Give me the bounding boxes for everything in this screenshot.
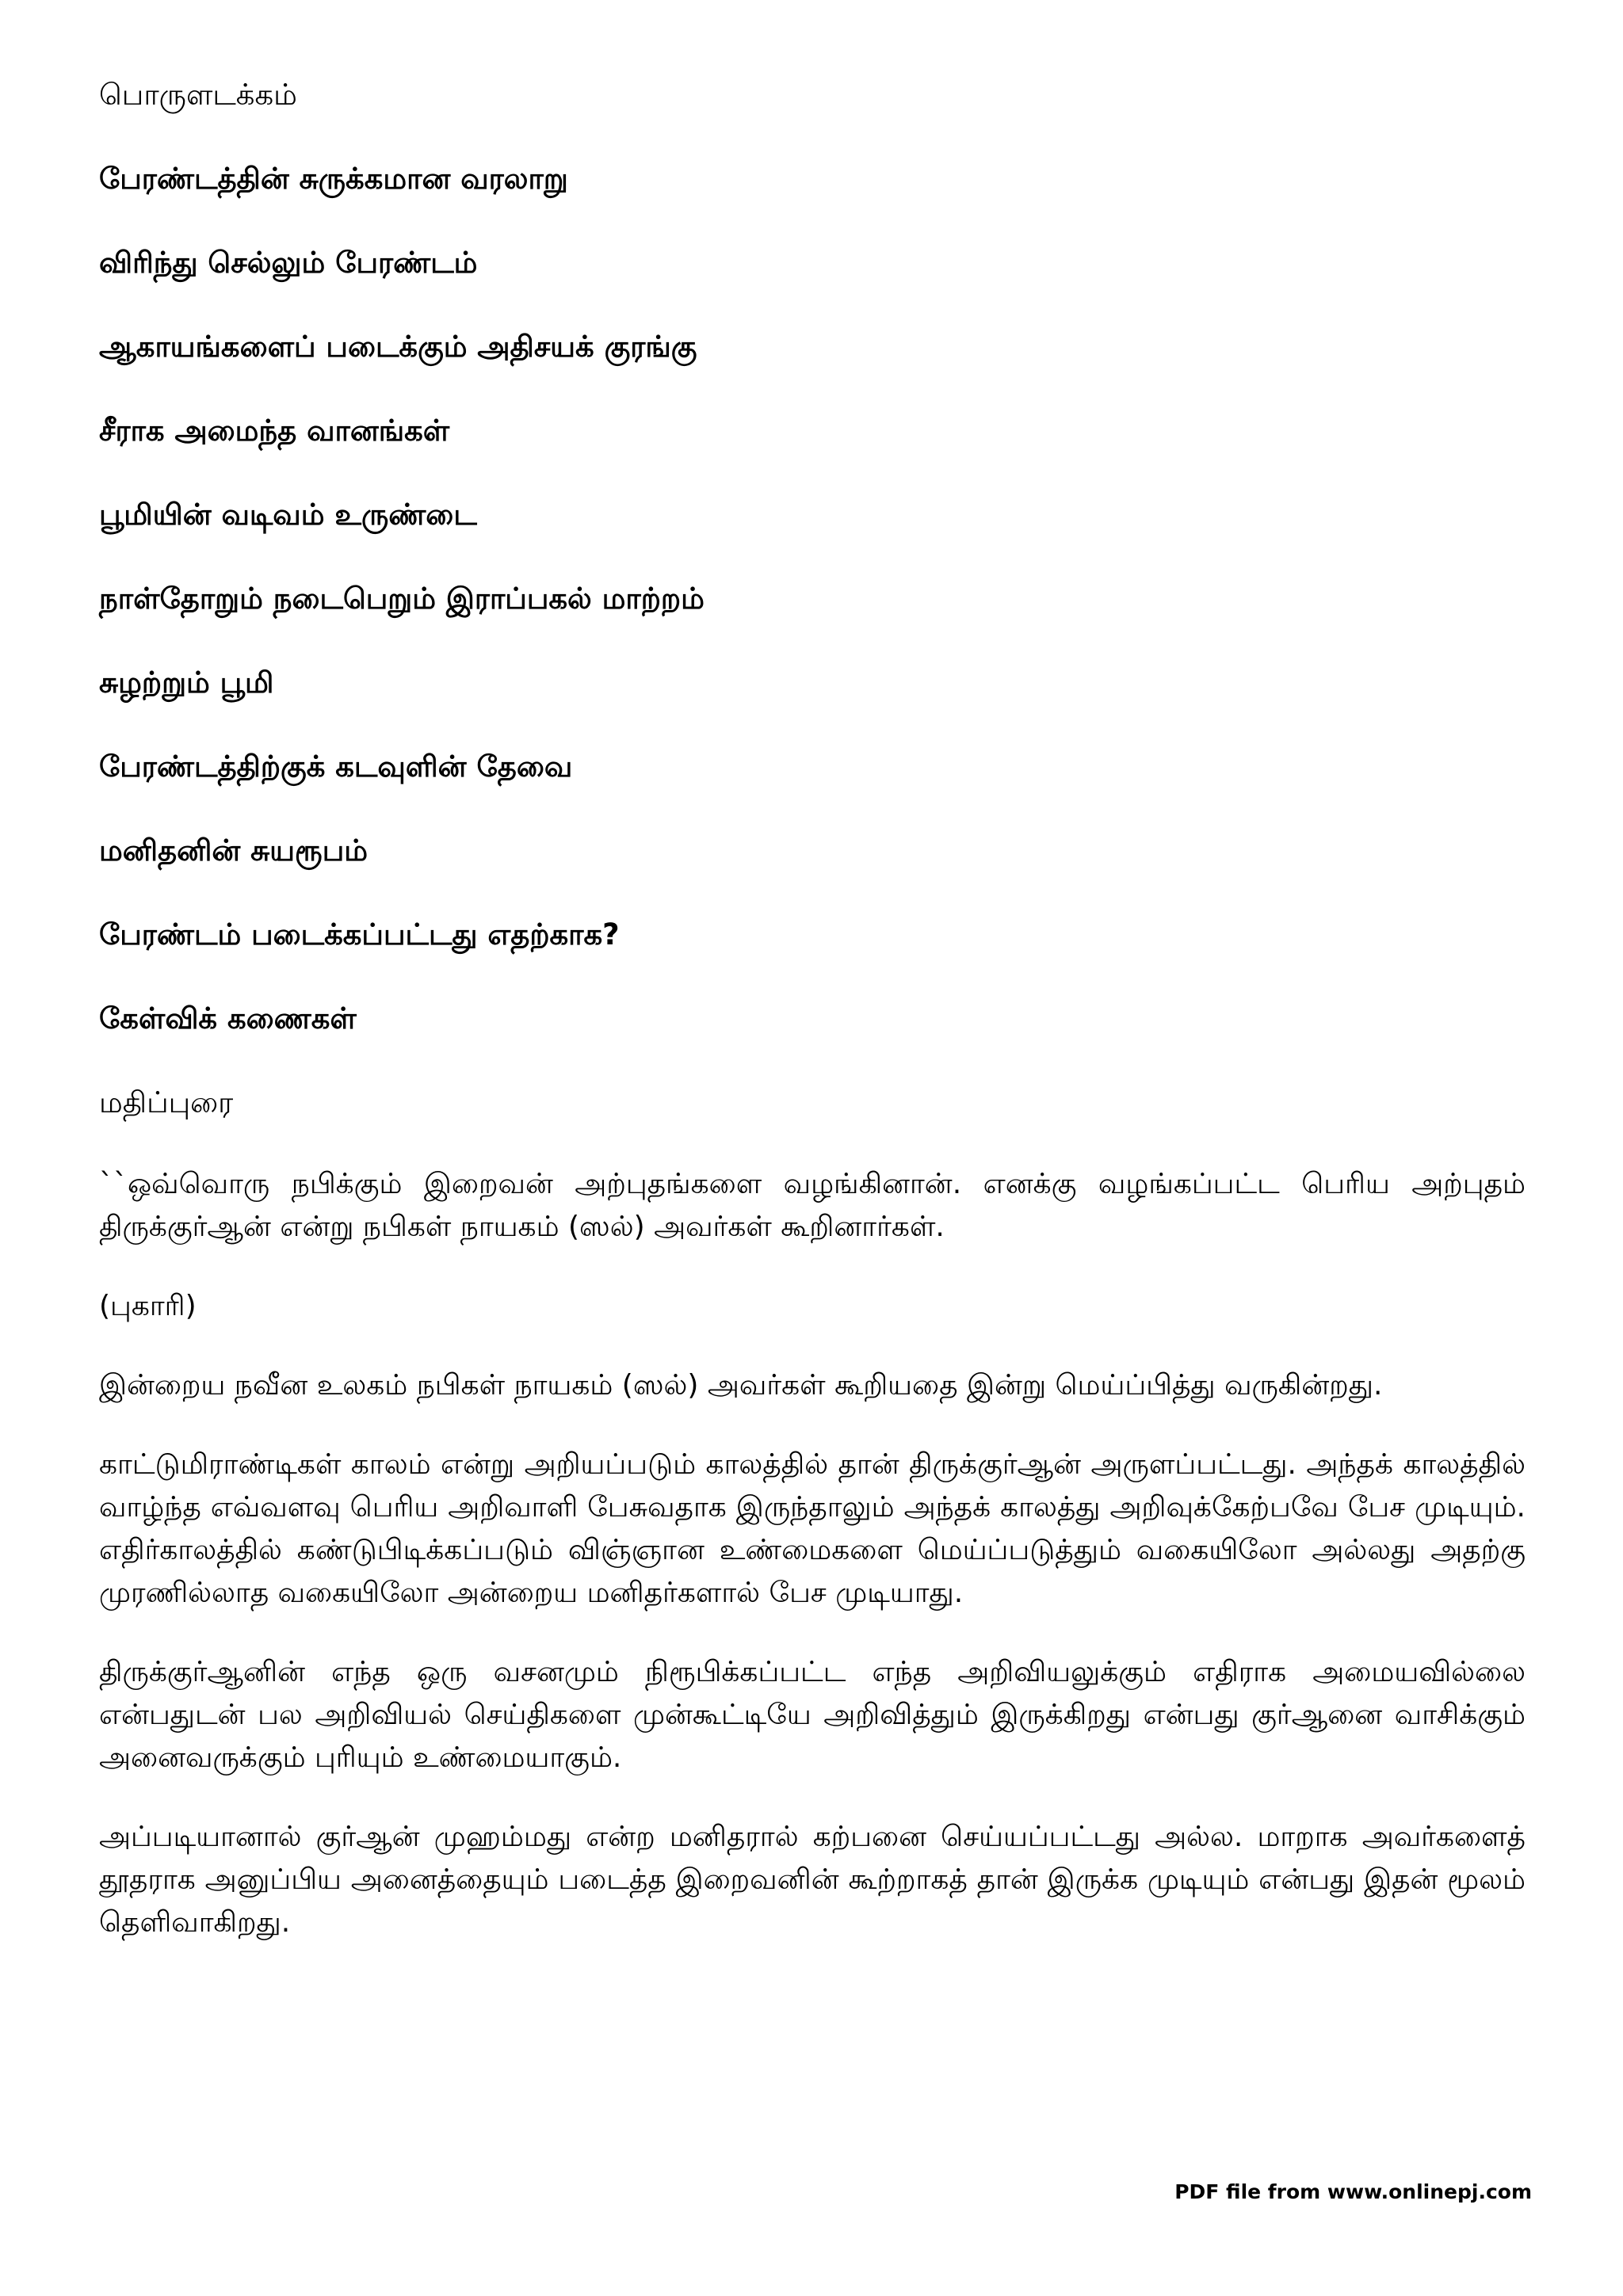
foreword-paragraph: திருக்குர்ஆனின் எந்த ஒரு வசனமும் நிரூபிக்கப்பட்ட எந்த அறிவியலுக்கும் எதிராக அமையவில்லை என்பதுடன் பல அறிவியல் செய்திகளை முன்கூட்டியே அறிவித்தும் இருக்கிறது என்பது குர்ஆனை வாசிக்கும் அனைவருக்கும் புரியும் உண்மையாகும்.	[99, 1656, 1526, 1774]
toc-item-universe-history: பேரண்டத்தின் சுருக்கமான வரலாறு	[99, 162, 568, 196]
page-footer: PDF file from www.onlinepj.com	[1174, 2180, 1532, 2203]
toc-item-expanding-universe: விரிந்து செல்லும் பேரண்டம்	[99, 246, 478, 280]
toc-item-wonder-monkey: ஆகாயங்களைப் படைக்கும் அதிசயக் குரங்கு	[99, 330, 697, 364]
toc-item-human-nature: மனிதனின் சுயரூபம்	[99, 833, 369, 868]
toc-item-ordered-skies: சீராக அமைந்த வானங்கள்	[99, 414, 450, 448]
toc-item-day-night-cycle: நாள்தோறும் நடைபெறும் இராப்பகல் மாற்றம்	[99, 582, 705, 616]
foreword-quote: ``ஒவ்வொரு நபிக்கும் இறைவன் அற்புதங்களை வழங்கினான். எனக்கு வழங்கப்பட்ட பெரிய அற்புதம் திருக்குர்ஆன் என்று நபிகள் நாயகம் (ஸல்) அவர்கள் கூறினார்கள்.	[99, 1168, 1526, 1243]
foreword-paragraph: காட்டுமிராண்டிகள் காலம் என்று அறியப்படும் காலத்தில் தான் திருக்குர்ஆன் அருளப்பட்டது. அந்தக் காலத்தில் வாழ்ந்த எவ்வளவு பெரிய அறிவாளி பேசுவதாக இருந்தாலும் அந்தக் காலத்து அறிவுக்கேற்பவே பேச முடியும். எதிர்காலத்தில் கண்டுபிடிக்கப்படும் விஞ்ஞான உண்மைகளை மெய்ப்படுத்தும் வகையிலோ அல்லது அதற்கு முரணில்லாத வகையிலோ அன்றைய மனிதர்களால் பேச முடியாது.	[99, 1448, 1526, 1609]
quote-source: (புகாரி)	[99, 1290, 197, 1322]
toc-heading: பொருளடக்கம்	[99, 78, 297, 112]
toc-item-why-universe-created: பேரண்டம் படைக்கப்பட்டது எதற்காக?	[99, 917, 620, 952]
toc-item-need-for-god: பேரண்டத்திற்குக் கடவுளின் தேவை	[99, 749, 573, 784]
toc-item-questions: கேள்விக் கணைகள்	[99, 1001, 357, 1035]
foreword-paragraph: அப்படியானால் குர்ஆன் முஹம்மது என்ற மனிதரால் கற்பனை செய்யப்பட்டது அல்ல. மாறாக அவர்களைத் தூதராக அனுப்பிய அனைத்தையும் படைத்த இறைவனின் கூற்றாகத் தான் இருக்க முடியும் என்பது இதன் மூலம் தெளிவாகிறது.	[99, 1821, 1526, 1939]
toc-item-rotating-earth: சுழற்றும் பூமி	[99, 666, 274, 700]
foreword-heading: மதிப்புரை	[99, 1085, 234, 1119]
page-content	[99, 71, 1526, 1981]
foreword-paragraph: இன்றைய நவீன உலகம் நபிகள் நாயகம் (ஸல்) அவர்கள் கூறியதை இன்று மெய்ப்பித்து வருகின்றது.	[99, 1369, 1383, 1402]
toc-item-earth-shape: பூமியின் வடிவம் உருண்டை	[99, 498, 477, 532]
